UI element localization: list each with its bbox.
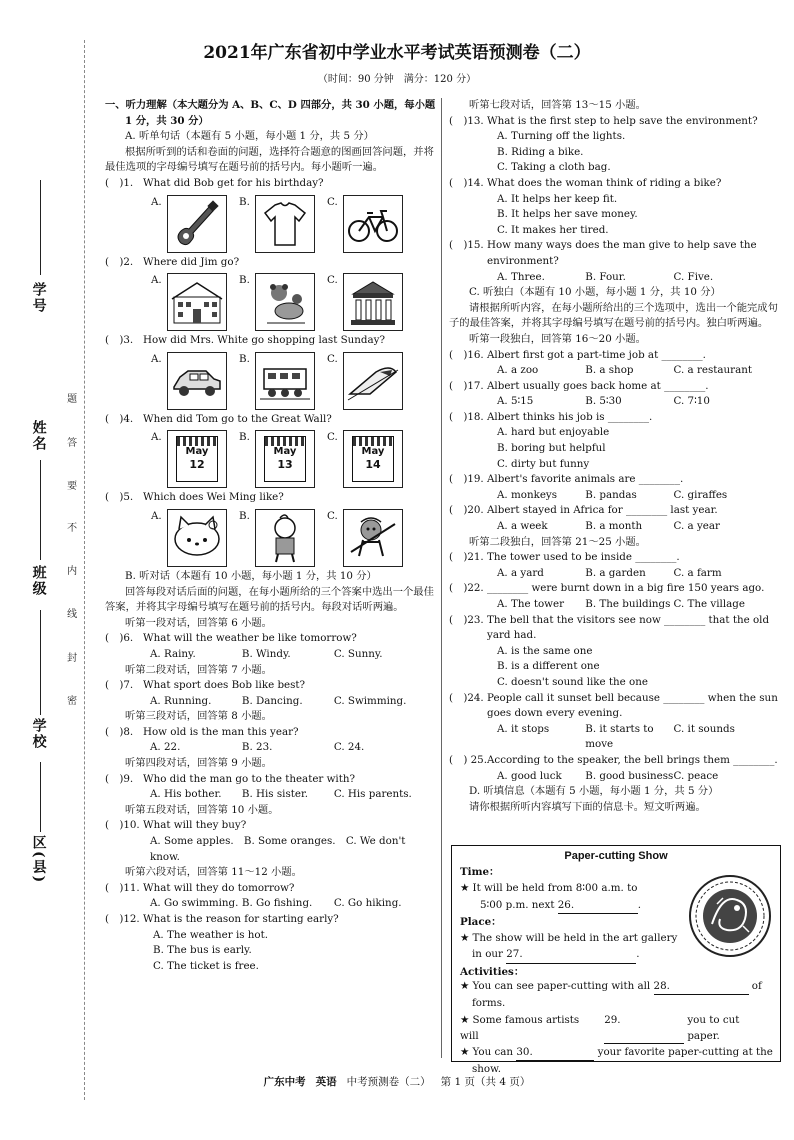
- answer-bracket[interactable]: ( )15.: [449, 239, 484, 252]
- option[interactable]: A. a week: [497, 520, 548, 533]
- part-b-instructions: 回答每段对话后面的问题，在每小题所给的三个答案中选出一个最佳答案，并将其字母编号填写在题号前的括号内。每段对话听两遍。: [105, 585, 434, 614]
- calendar-page: [176, 436, 218, 482]
- picture-option[interactable]: [327, 352, 415, 410]
- question-text: According to the speaker, the bell brings them ________.: [487, 753, 778, 766]
- option[interactable]: B. Go fishing.: [241, 897, 313, 910]
- option[interactable]: C. a restaurant: [673, 364, 753, 377]
- answer-bracket[interactable]: ( )20.: [449, 504, 484, 517]
- answer-bracket[interactable]: ( )7.: [105, 679, 134, 692]
- option[interactable]: B. 5∶30: [585, 395, 622, 408]
- question-stem: [449, 410, 779, 426]
- question-stem: [105, 912, 437, 928]
- picture-options: [105, 195, 437, 253]
- question-stem: [449, 550, 779, 566]
- question-text: Albert stayed in Africa for ________ last year.: [487, 504, 718, 517]
- option[interactable]: B. Four.: [585, 270, 626, 283]
- question-text: The bell that the visitors see now ________ that the old yard had.: [487, 613, 770, 642]
- option[interactable]: B. it starts to move: [585, 722, 654, 751]
- name-line: [40, 460, 41, 560]
- question-stem: [105, 678, 437, 694]
- class-label: 班级: [30, 565, 47, 597]
- part-b-questions: [105, 616, 437, 975]
- option-letter: B.: [239, 195, 250, 208]
- question-stem: [449, 114, 779, 130]
- answer-blank-28[interactable]: 28.: [654, 978, 749, 995]
- calendar-page: [352, 436, 394, 482]
- answer-bracket[interactable]: ( )1.: [105, 176, 134, 189]
- picture-options: [105, 430, 437, 488]
- answer-bracket[interactable]: ( )16.: [449, 348, 484, 361]
- bicycle-icon: [343, 195, 403, 253]
- option-letter: B.: [239, 352, 250, 365]
- option[interactable]: B. It helps her save money.: [497, 208, 638, 221]
- answer-bracket[interactable]: ( )6.: [105, 632, 134, 645]
- option-letter: C.: [327, 352, 338, 365]
- time-line-2: 5∶00 p.m. next 26. .: [460, 897, 685, 914]
- district-label: 区(县): [30, 835, 47, 885]
- question-text: What will they buy?: [143, 819, 247, 832]
- monologue-intro: 听第二段独白，回答第 21～25 小题。: [469, 535, 646, 548]
- calendar-day: 14: [365, 458, 381, 472]
- option[interactable]: A. a yard: [497, 566, 544, 579]
- question-text: People call it sunset bell because ________ when the sun goes down every evening.: [487, 691, 778, 720]
- options-row: [449, 363, 779, 379]
- answer-bracket[interactable]: ( )5.: [105, 491, 134, 504]
- question-22: [449, 581, 779, 612]
- option-letter: A.: [151, 274, 162, 287]
- picture-option[interactable]: [151, 273, 239, 331]
- question-24: [449, 691, 779, 753]
- option[interactable]: A. Rainy.: [150, 647, 196, 660]
- option[interactable]: B. good business: [585, 769, 674, 782]
- options-row: [105, 740, 437, 756]
- options-row: [449, 597, 779, 613]
- picture-option[interactable]: [327, 509, 415, 567]
- answer-bracket[interactable]: ( )2.: [105, 255, 134, 268]
- option-letter: B.: [239, 274, 250, 287]
- car-icon: [167, 352, 227, 410]
- answer-bracket[interactable]: ( )18.: [449, 410, 484, 423]
- cut-line: [84, 40, 85, 1100]
- option[interactable]: A. it stops: [497, 722, 550, 735]
- question: [105, 725, 437, 756]
- option[interactable]: A. Three.: [497, 270, 545, 283]
- seal-word: 答: [64, 437, 76, 447]
- option[interactable]: B. a month: [585, 520, 643, 533]
- option[interactable]: A. Running.: [150, 694, 212, 707]
- option[interactable]: B. Windy.: [241, 647, 291, 660]
- option-letter: C.: [327, 509, 338, 522]
- answer-bracket[interactable]: ( )22.: [449, 582, 484, 595]
- question-stem: [449, 691, 779, 722]
- option-letter: A.: [151, 195, 162, 208]
- part-c-instructions: 请根据所听内容，在每小题所给出的三个选项中，选出一个能完成句子的最佳答案，并将其字母编号填写在题号前的括号内。独白听两遍。: [449, 301, 778, 330]
- seal-word: 线: [64, 608, 76, 618]
- option-letter: A.: [151, 431, 162, 444]
- question-text: The tower used to be inside ________.: [487, 551, 680, 564]
- option[interactable]: B. 23.: [241, 741, 273, 754]
- question-23: [449, 613, 779, 691]
- seal-word: 要: [64, 480, 76, 490]
- option-letter: B.: [239, 509, 250, 522]
- options-row: [449, 566, 779, 582]
- monkey-king-icon: [343, 509, 403, 567]
- calendar-month: May: [185, 446, 209, 458]
- seal-word: 封: [64, 652, 76, 662]
- options-row: [449, 394, 779, 410]
- option[interactable]: B. The bus is early.: [153, 944, 252, 957]
- question-text: How old is the man this year?: [143, 725, 299, 738]
- right-column: [449, 98, 779, 815]
- question-25: [449, 753, 779, 784]
- options-row: [449, 270, 779, 286]
- question-text: What is the reason for starting early?: [143, 913, 339, 925]
- picture-questions: [105, 176, 437, 567]
- options-row: [449, 488, 779, 504]
- page-footer: [0, 1075, 794, 1091]
- picture-option[interactable]: [239, 430, 327, 488]
- activities-label: Activities：: [460, 965, 525, 978]
- option[interactable]: A. 22.: [150, 741, 181, 754]
- option[interactable]: A. The weather is hot.: [153, 928, 269, 941]
- question-text: When did Tom go to the Great Wall?: [143, 412, 332, 425]
- card-title: Paper-cutting Show: [564, 850, 668, 862]
- question-21: [449, 550, 779, 581]
- question-text: Albert usually goes back home at ________.: [487, 379, 709, 392]
- train-icon: [255, 352, 315, 410]
- question-text: Who did the man go to the theater with?: [143, 772, 356, 785]
- option[interactable]: A. His bother.: [150, 788, 222, 801]
- option[interactable]: C. Swimming.: [333, 694, 407, 707]
- time-line-1: ★ It will be held from 8∶00 a.m. to: [460, 882, 638, 895]
- answer-bracket[interactable]: ( )13.: [449, 114, 484, 127]
- option[interactable]: B. The buildings: [585, 598, 671, 610]
- option[interactable]: C. Go hiking.: [333, 897, 402, 910]
- seal-word: 内: [64, 565, 76, 575]
- option[interactable]: A. hard but enjoyable: [497, 426, 610, 439]
- calendar-day: 12: [189, 458, 205, 472]
- high-speed-train-icon: [343, 352, 403, 410]
- calendar-month: May: [361, 446, 385, 458]
- option[interactable]: A. The tower: [497, 598, 565, 610]
- option[interactable]: C. His parents.: [333, 788, 412, 801]
- part-a-heading: A. 听单句话（本题有 5 小题，每小题 1 分，共 5 分）: [125, 130, 374, 143]
- time-label: Time：: [460, 866, 500, 878]
- question-4: [105, 412, 437, 428]
- answer-bracket[interactable]: ( )23.: [449, 613, 484, 626]
- question-text: How did Mrs. White go shopping last Sunday?: [143, 334, 385, 347]
- seal-word: 不: [64, 522, 76, 532]
- option[interactable]: A. 5∶15: [497, 395, 534, 408]
- question-5: [105, 490, 437, 506]
- option[interactable]: C. dirty but funny: [497, 457, 590, 470]
- question-14: [449, 176, 779, 238]
- paper-cutting-icon: [687, 864, 773, 968]
- answer-bracket[interactable]: ( )17.: [449, 379, 484, 392]
- question-stem: [105, 725, 437, 741]
- part-d-instructions: 请你根据所听内容填写下面的信息卡。短文听两遍。: [469, 800, 706, 813]
- option[interactable]: B. boring but helpful: [497, 442, 606, 455]
- part-c-heading: C. 听独白（本题有 10 小题，每小题 1 分，共 10 分）: [469, 286, 721, 299]
- zoo-icon: [255, 273, 315, 331]
- question-text: What sport does Bob like best?: [143, 679, 306, 692]
- tshirt-icon: [255, 195, 315, 253]
- binding-margin: [0, 0, 100, 1140]
- activity-2: ★ Some famous artists will 29. you to cut paper.: [460, 1012, 775, 1045]
- question-stem: [449, 753, 779, 769]
- guitar-icon: [167, 195, 227, 253]
- dialog-intro: 听第一段对话，回答第 6 小题。: [125, 616, 272, 629]
- option[interactable]: C. it sounds: [673, 722, 735, 735]
- dialog-intro: 听第五段对话，回答第 10 小题。: [125, 803, 279, 816]
- option[interactable]: C. Taking a cloth bag.: [497, 161, 611, 174]
- calendar-icon: [167, 430, 227, 488]
- option[interactable]: C. a farm: [673, 566, 722, 579]
- option[interactable]: C. 24.: [333, 741, 365, 754]
- picture-option[interactable]: [239, 509, 327, 567]
- option[interactable]: A. Turning off the lights.: [497, 130, 626, 143]
- calendar-page: [264, 436, 306, 482]
- answer-bracket[interactable]: ( )10.: [105, 819, 140, 832]
- question-stem: [105, 881, 437, 897]
- question-text: Where did Jim go?: [143, 255, 240, 268]
- options-row: [449, 519, 779, 535]
- option-letter: A.: [151, 509, 162, 522]
- part-b-heading: B. 听对话（本题有 10 小题，每小题 1 分，共 10 分）: [125, 569, 377, 582]
- option[interactable]: B. is a different one: [497, 660, 600, 673]
- option[interactable]: C. 7∶10: [673, 395, 710, 408]
- calendar-day: 13: [277, 458, 293, 472]
- picture-option[interactable]: [327, 273, 415, 331]
- option[interactable]: A. Go swimming.: [150, 897, 239, 910]
- option[interactable]: C. The village: [673, 598, 745, 610]
- question-13: [449, 114, 779, 176]
- option[interactable]: A. good luck: [497, 769, 562, 782]
- question-stem: [449, 238, 779, 269]
- question-20: [449, 503, 779, 534]
- question-stem: [449, 503, 779, 519]
- option[interactable]: C. Five.: [673, 270, 714, 283]
- place-label: Place：: [460, 915, 502, 928]
- question: [105, 631, 437, 662]
- option[interactable]: B. His sister.: [241, 788, 309, 801]
- question-stem: [449, 613, 779, 644]
- picture-option[interactable]: [327, 430, 415, 488]
- dialog-intro: 听第四段对话，回答第 9 小题。: [125, 757, 272, 770]
- option-letter: A.: [151, 352, 162, 365]
- option[interactable]: B. a shop: [585, 364, 634, 377]
- option-letter: C.: [327, 431, 338, 444]
- picture-option[interactable]: [151, 195, 239, 253]
- answer-bracket[interactable]: ( )9.: [105, 772, 134, 785]
- school-line: [40, 762, 41, 832]
- option-letter: C.: [327, 195, 338, 208]
- options-row: [449, 769, 779, 785]
- question-text: ________ were burnt down in a big fire 150 years ago.: [487, 582, 765, 595]
- question-stem: [449, 581, 779, 597]
- answer-blank-29[interactable]: 29.: [604, 1012, 684, 1045]
- seal-word: 密: [64, 695, 76, 705]
- museum-icon: [343, 273, 403, 331]
- question-stem: [449, 348, 779, 364]
- question-text: What is the first step to help save the environment?: [487, 114, 758, 127]
- place-line-2: in our 27. .: [460, 946, 685, 963]
- column-divider: [441, 98, 442, 1058]
- activity-1-cont: forms.: [472, 997, 506, 1010]
- answer-bracket[interactable]: ( )3.: [105, 334, 134, 347]
- question-text: What will they do tomorrow?: [143, 881, 295, 894]
- question-stem: [105, 818, 437, 834]
- option[interactable]: C. peace: [673, 769, 719, 782]
- option[interactable]: A. is the same one: [497, 644, 593, 657]
- picture-option[interactable]: [239, 195, 327, 253]
- picture-option[interactable]: [239, 273, 327, 331]
- question-text: What will the weather be like tomorrow?: [143, 632, 357, 645]
- page-number: 第 1 页（共 4 页）: [440, 1076, 531, 1088]
- picture-options: [105, 509, 437, 567]
- answer-bracket[interactable]: ( )21.: [449, 551, 484, 564]
- question-2: [105, 255, 437, 271]
- option[interactable]: C. a year: [673, 520, 720, 533]
- page-title: 2021年广东省初中学业水平考试英语预测卷（二）: [203, 43, 591, 63]
- answer-bracket[interactable]: ( ) 25.: [449, 753, 487, 766]
- options-row: [105, 896, 437, 912]
- options-text[interactable]: A. Some apples. B. Some oranges. C. We don't know.: [150, 835, 406, 863]
- activity-1: ★ You can see paper-cutting with all 28. of: [460, 978, 775, 995]
- picture-option[interactable]: [327, 195, 415, 253]
- option-letter: B.: [239, 431, 250, 444]
- option[interactable]: B. a garden: [585, 566, 646, 579]
- answer-bracket[interactable]: ( )24.: [449, 691, 484, 704]
- question: [105, 772, 437, 803]
- question-text: Albert first got a part-time job at ________.: [487, 348, 706, 361]
- question-text: Albert thinks his job is ________.: [487, 410, 653, 423]
- part-a-instructions: 根据所听到的话和卷面的问题，选择符合题意的图画回答问题，并将最佳选项的字母编号填写在题号前的括号内。每小题听一遍。: [105, 145, 434, 174]
- student-number-label: 学号: [30, 282, 47, 314]
- option[interactable]: C. doesn't sound like the one: [497, 675, 648, 688]
- school-icon: [167, 273, 227, 331]
- option[interactable]: C. The ticket is free.: [153, 959, 259, 972]
- question-15: [449, 238, 779, 285]
- question-text: How many ways does the man give to help save the environment?: [487, 239, 757, 267]
- seal-word: 题: [64, 393, 76, 403]
- answer-bracket[interactable]: ( )14.: [449, 176, 484, 189]
- dialog-intro: 听第六段对话，回答第 11～12 小题。: [125, 866, 302, 879]
- question: [105, 678, 437, 709]
- answer-bracket[interactable]: ( )12.: [105, 913, 140, 925]
- footer-paper: 中考预测卷（二）: [346, 1076, 431, 1088]
- option[interactable]: A. monkeys: [497, 488, 558, 501]
- picture-option[interactable]: [239, 352, 327, 410]
- calendar-icon: [255, 430, 315, 488]
- section-heading: 一、听力理解（本大题分为 A、B、C、D 四部分，共 30 小题，每小题 1 分，共 30 分）: [105, 99, 436, 127]
- picture-option[interactable]: [151, 352, 239, 410]
- option-letter: C.: [327, 274, 338, 287]
- question-stem: [449, 472, 779, 488]
- option[interactable]: A. It helps her keep fit.: [497, 192, 618, 205]
- tintin-icon: [255, 509, 315, 567]
- option[interactable]: B. Dancing.: [241, 694, 303, 707]
- info-card: [451, 845, 781, 1076]
- question: [105, 881, 437, 912]
- question-text: What did Bob get for his birthday?: [143, 176, 324, 189]
- calendar-icon: [343, 430, 403, 488]
- answer-bracket[interactable]: ( )11.: [105, 881, 140, 894]
- option[interactable]: C. It makes her tired.: [497, 223, 609, 236]
- picture-option[interactable]: [151, 509, 239, 567]
- question-17: [449, 379, 779, 410]
- calendar-month: May: [273, 446, 297, 458]
- answer-bracket[interactable]: ( )19.: [449, 473, 484, 486]
- option[interactable]: A. a zoo: [497, 364, 539, 377]
- options-row: [105, 694, 437, 710]
- question-stem: [105, 631, 437, 647]
- picture-options: [105, 273, 437, 331]
- student-number-line: [40, 180, 41, 275]
- class-line: [40, 610, 41, 715]
- option[interactable]: C. Sunny.: [333, 647, 383, 660]
- picture-option[interactable]: [151, 430, 239, 488]
- question: [105, 818, 437, 865]
- answer-blank-30[interactable]: 30.: [516, 1044, 594, 1061]
- footer-brand: 广东中考: [263, 1076, 306, 1088]
- options-row: [105, 787, 437, 803]
- question-16: [449, 348, 779, 379]
- part-d-heading: D. 听填信息（本题有 5 小题，每小题 1 分，共 5 分）: [469, 785, 719, 798]
- hello-kitty-icon: [167, 509, 227, 567]
- question-stem: [105, 772, 437, 788]
- place-line-1: ★ The show will be held in the art gallery: [460, 932, 678, 945]
- option[interactable]: C. giraffes: [673, 488, 728, 501]
- options-row: [449, 722, 779, 753]
- dialog-intro: 听第二段对话，回答第 7 小题。: [125, 663, 272, 676]
- question: [105, 912, 437, 974]
- answer-bracket[interactable]: ( )8.: [105, 725, 134, 738]
- footer-subject: 英语: [315, 1076, 337, 1088]
- left-column: [105, 98, 437, 974]
- activity-3-cont: show.: [472, 1063, 501, 1076]
- question-1: [105, 176, 437, 192]
- question-text: Albert's favorite animals are ________.: [487, 473, 684, 486]
- question-18: [449, 410, 779, 472]
- picture-options: [105, 352, 437, 410]
- activity-3: ★ You can 30. your favorite paper-cutting at the: [460, 1044, 775, 1061]
- dialog-intro: 听第七段对话，回答第 13～15 小题。: [469, 99, 646, 111]
- monologue-intro: 听第一段独白，回答第 16～20 小题。: [469, 332, 646, 345]
- answer-blank-27[interactable]: 27.: [506, 946, 636, 963]
- option[interactable]: B. Riding a bike.: [497, 145, 584, 158]
- option[interactable]: B. pandas: [585, 488, 637, 501]
- school-label: 学校: [30, 718, 47, 750]
- question-text: What does the woman think of riding a bike?: [487, 176, 722, 189]
- question-stem: [449, 379, 779, 395]
- answer-bracket[interactable]: ( )4.: [105, 412, 134, 425]
- question-text: Which does Wei Ming like?: [143, 491, 284, 504]
- dialog-intro: 听第三段对话，回答第 8 小题。: [125, 710, 272, 723]
- name-label: 姓名: [30, 420, 47, 452]
- question-19: [449, 472, 779, 503]
- question-stem: [449, 176, 779, 192]
- options-row: [105, 647, 437, 663]
- exam-info: （时间：90 分钟 满分：120 分）: [317, 74, 477, 85]
- question-3: [105, 333, 437, 349]
- answer-blank-26[interactable]: 26.: [558, 897, 638, 914]
